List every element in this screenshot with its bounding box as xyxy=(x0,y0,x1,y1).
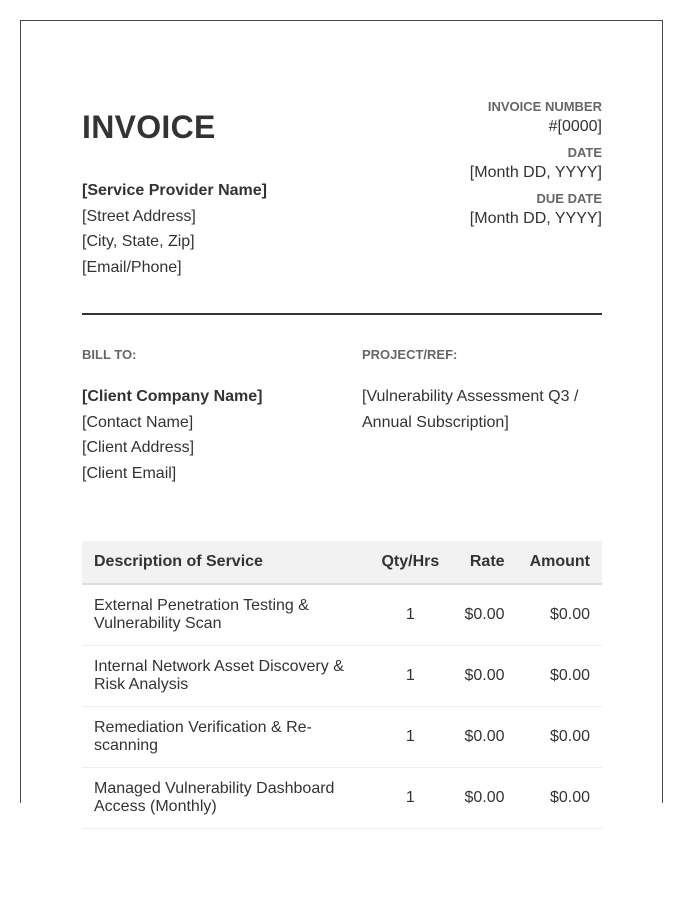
client-contact: [Contact Name] xyxy=(82,413,194,431)
provider-city: [City, State, Zip] xyxy=(82,233,195,251)
project-ref-label: PROJECT/REF: xyxy=(362,347,458,362)
header-description: Description of Service xyxy=(82,541,369,584)
table-header-row xyxy=(82,541,602,584)
header-divider xyxy=(82,313,602,315)
invoice-number: #[0000] xyxy=(548,118,602,135)
row-rate: $0.00 xyxy=(452,768,517,829)
provider-contact: [Email/Phone] xyxy=(82,259,182,277)
date-label: DATE xyxy=(567,145,602,160)
row-description: Remediation Verification & Re-scanning xyxy=(82,707,369,768)
table-row xyxy=(82,584,602,646)
row-rate: $0.00 xyxy=(452,646,517,707)
table-row xyxy=(82,707,602,768)
client-address: [Client Address] xyxy=(82,439,195,457)
bill-to-block xyxy=(82,384,262,487)
client-company: [Client Company Name] xyxy=(82,388,263,405)
due-date: [Month DD, YYYY] xyxy=(469,210,602,227)
row-amount: $0.00 xyxy=(517,584,602,646)
invoice-number-label: INVOICE NUMBER xyxy=(487,99,602,114)
row-amount: $0.00 xyxy=(517,707,602,768)
header-amount: Amount xyxy=(517,541,602,584)
row-qty: 1 xyxy=(369,646,452,707)
row-qty: 1 xyxy=(369,707,452,768)
row-description: Internal Network Asset Discovery & Risk Analysis xyxy=(82,646,369,707)
row-description: Managed Vulnerability Dashboard Access (Monthly) xyxy=(82,768,369,829)
row-amount: $0.00 xyxy=(517,646,602,707)
header-rate: Rate xyxy=(452,541,517,584)
table-row xyxy=(82,646,602,707)
client-email: [Client Email] xyxy=(82,465,177,483)
invoice-title: INVOICE xyxy=(82,109,216,145)
invoice-date: [Month DD, YYYY] xyxy=(469,164,602,181)
provider-block xyxy=(82,178,267,281)
invoice-meta xyxy=(342,98,602,236)
project-ref-value: [Vulnerability Assessment Q3 / Annual Subscription] xyxy=(362,388,579,431)
row-amount: $0.00 xyxy=(517,768,602,829)
due-date-label: DUE DATE xyxy=(536,191,602,206)
row-qty: 1 xyxy=(369,768,452,829)
header-qty: Qty/Hrs xyxy=(369,541,452,584)
provider-name: [Service Provider Name] xyxy=(82,182,267,199)
invoice-page xyxy=(20,20,663,815)
row-qty: 1 xyxy=(369,584,452,646)
services-table xyxy=(82,541,602,829)
provider-street: [Street Address] xyxy=(82,207,196,225)
row-rate: $0.00 xyxy=(452,707,517,768)
row-description: External Penetration Testing & Vulnerability Scan xyxy=(82,584,369,646)
row-rate: $0.00 xyxy=(452,584,517,646)
table-row xyxy=(82,768,602,829)
bill-to-label: BILL TO: xyxy=(82,347,137,362)
